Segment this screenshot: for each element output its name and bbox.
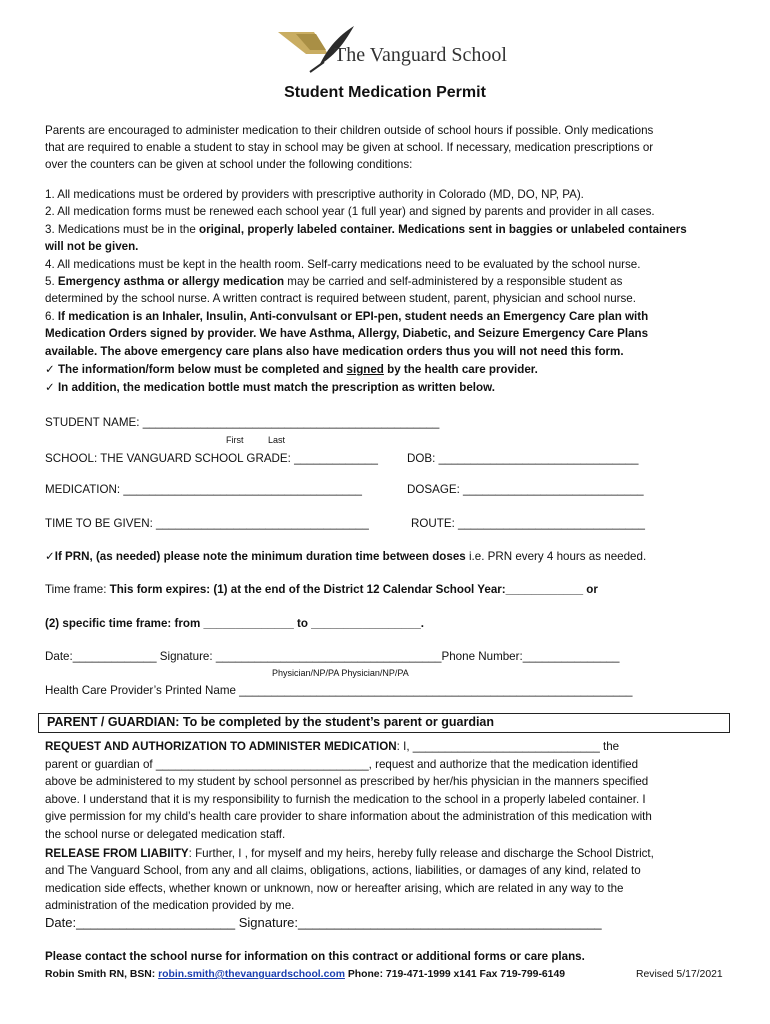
last-caption: Last [268,435,286,445]
condition-2: 2. All medication forms must be renewed each school year (1 full year) and signed by parents and provider in all cases. [45,205,655,218]
release-line-2: and The Vanguard School, from any and all claims, obligations, actions, liabilities, or damages of any kind, related to [45,864,641,877]
condition-6-cont2: available. The above emergency care plans also have medication orders thus you will not need this form. [45,345,624,358]
intro-line-2: that are required to enable a student to stay in school may be given at school. If necessary, medication prescriptions or [45,141,654,154]
dosage-field[interactable]: DOSAGE: ____________________________ [407,483,644,496]
condition-4: 4. All medications must be kept in the health room. Self-carry medications need to be evaluated by the school nurse. [45,258,641,271]
release-line-4: administration of the medication provided by me. [45,899,295,912]
parent-line-4: above. I understand that it is my responsibility to furnish the medication to the school in a properly labeled container. I [45,793,646,806]
page-title: Student Medication Permit [284,84,486,101]
revised-date: Revised 5/17/2021 [636,969,723,980]
specific-time-frame-field[interactable]: (2) specific time frame: from ______________ to _________________. [45,617,424,630]
prn-note: ✓If PRN, (as needed) please note the minimum duration time between doses i.e. PRN every 4 hours as needed. [45,550,647,563]
intro-line-3: over the counters can be given at school under the following conditions: [45,158,413,171]
checklist-signed: ✓ The information/form below must be completed and signed by the health care provider. [45,363,538,376]
physician-caption: Physician/NP/PA Physician/NP/PA [272,668,409,678]
parent-line-3: above be administered to my student by school personnel as prescribed by her/his physician in the manners specified [45,775,649,788]
nurse-email-link[interactable]: robin.smith@thevanguardschool.com [158,969,345,980]
release-liability: RELEASE FROM LIABIITY: Further, I , for myself and my heirs, hereby fully release and discharge the School District, [45,847,654,860]
time-to-give-field[interactable]: TIME TO BE GIVEN: _________________________________ [45,517,369,530]
student-name-field[interactable]: STUDENT NAME: ______________________________________________ [45,416,440,429]
school-logo [276,24,507,76]
release-line-3: medication side effects, whether known or unknown, now or hereafter arising, which are related in any way to the [45,882,624,895]
request-authorization[interactable]: REQUEST AND AUTHORIZATION TO ADMINISTER MEDICATION: I, _____________________________ the [45,740,620,753]
condition-6: 6. If medication is an Inhaler, Insulin, Anti-convulsant or EPI-pen, student needs an Emergency Care plan with [45,310,649,323]
parent-date-signature[interactable]: Date:______________________ Signature:__________________________________________ [45,915,602,930]
provider-date-signature-phone[interactable]: Date:_____________ Signature: ___________________________________Phone Number:_______________ [45,650,620,663]
condition-3-cont: will not be given. [45,240,139,253]
medication-field[interactable]: MEDICATION: _____________________________________ [45,483,362,496]
dob-field[interactable]: DOB: _______________________________ [407,452,639,465]
footer-nurse-line: Robin Smith RN, BSN: robin.smith@thevanguardschool.com Phone: 719-471-1999 x141 Fax 719-799-6149 [45,969,566,980]
parent-line-6: the school nurse or delegated medication staff. [45,828,286,841]
condition-1: 1. All medications must be ordered by providers with prescriptive authority in Colorado (MD, DO, NP, PA). [45,188,584,201]
condition-3: 3. Medications must be in the original, properly labeled container. Medications sent in baggies or unlabeled containers [45,223,687,236]
school-name: The Vanguard School [334,44,507,66]
condition-5: 5. Emergency asthma or allergy medication may be carried and self-administered by a responsible student as [45,275,623,288]
check-icon: ✓ [45,363,55,376]
provider-printed-name-field[interactable]: Health Care Provider’s Printed Name _____________________________________________________________ [45,684,633,697]
check-icon: ✓ [45,381,55,394]
checklist-bottle: ✓ In addition, the medication bottle must match the prescription as written below. [45,381,495,394]
school-grade-field[interactable]: SCHOOL: THE VANGUARD SCHOOL GRADE: _____________ [45,452,378,465]
check-icon: ✓ [45,550,55,563]
condition-6-cont: Medication Orders signed by provider. We have Asthma, Allergy, Diabetic, and Seizure Emergency Care Plans [45,327,649,340]
parent-line-2[interactable]: parent or guardian of _________________________________, request and authorize that the medication identified [45,758,639,771]
first-caption: First [226,435,244,445]
time-frame-line[interactable]: Time frame: This form expires: (1) at the end of the District 12 Calendar School Year:____________ or [45,583,598,596]
route-field[interactable]: ROUTE: _____________________________ [411,517,646,530]
parent-section-header: PARENT / GUARDIAN: To be completed by the student’s parent or guardian [38,713,730,733]
intro-line-1: Parents are encouraged to administer medication to their children outside of school hours if possible. Only medications [45,124,654,137]
condition-5-cont: determined by the school nurse. A written contract is required between student, parent, physician and school nurse. [45,292,636,305]
footer-contact: Please contact the school nurse for information on this contract or additional forms or care plans. [45,950,585,963]
parent-line-5: give permission for my child’s health care provider to share information about the administration of this medication with [45,810,652,823]
